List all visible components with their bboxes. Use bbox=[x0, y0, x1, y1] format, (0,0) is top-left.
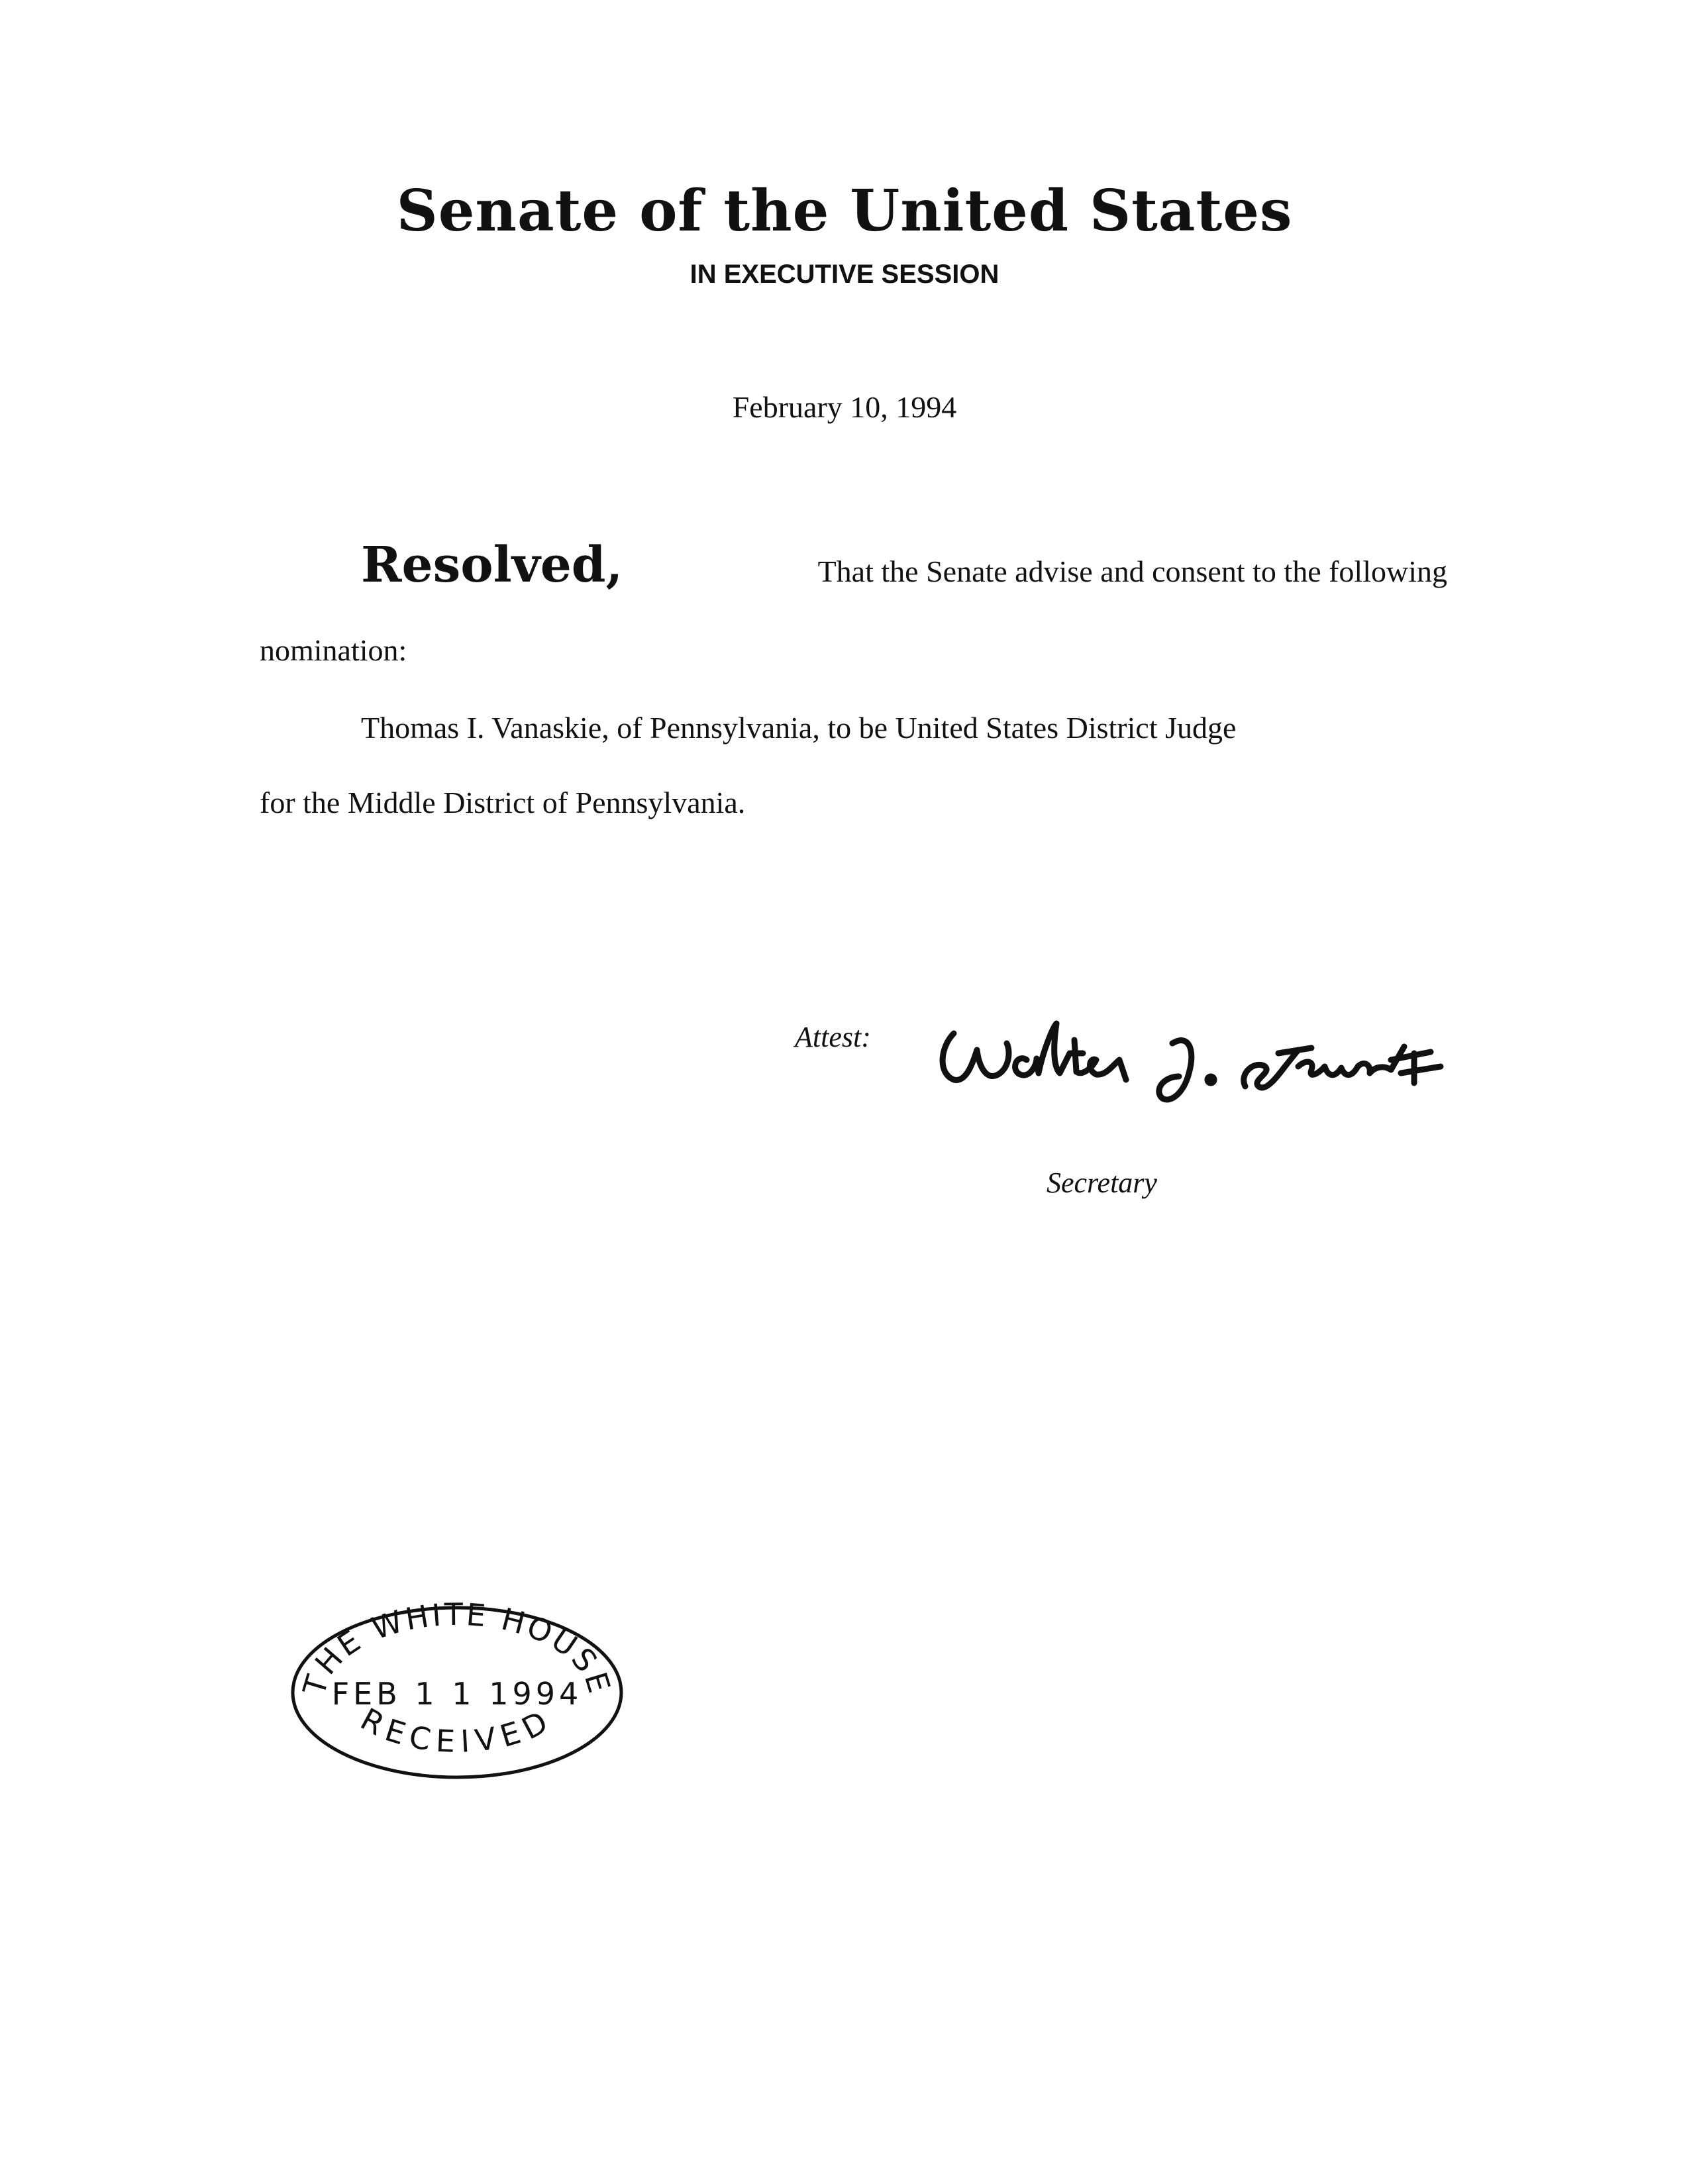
resolution-text-line1: That the Senate advise and consent to the following bbox=[817, 554, 1447, 588]
stamp-bottom-text: RECEIVED bbox=[354, 1700, 560, 1760]
secretary-title: Secretary bbox=[1047, 1167, 1157, 1199]
resolution-text-line2: nomination: bbox=[260, 633, 407, 667]
document-title: Senate of the United States bbox=[396, 178, 1293, 244]
session-subtitle: IN EXECUTIVE SESSION bbox=[690, 260, 999, 289]
document-date: February 10, 1994 bbox=[732, 390, 957, 424]
signature-image bbox=[927, 987, 1510, 1119]
attest-label: Attest: bbox=[795, 1021, 871, 1053]
stamp-date: FEB 1 1 1994 bbox=[331, 1676, 583, 1712]
resolved-word: Resolved, bbox=[361, 537, 623, 594]
white-house-received-stamp bbox=[285, 1600, 629, 1785]
resolution-first-line bbox=[361, 537, 1447, 594]
nomination-text-line2: for the Middle District of Pennsylvania. bbox=[260, 786, 746, 819]
stamp-top-text: THE WHITE HOUSE bbox=[295, 1600, 619, 1700]
nomination-text-line1: Thomas I. Vanaskie, of Pennsylvania, to be United States District Judge bbox=[361, 711, 1237, 745]
